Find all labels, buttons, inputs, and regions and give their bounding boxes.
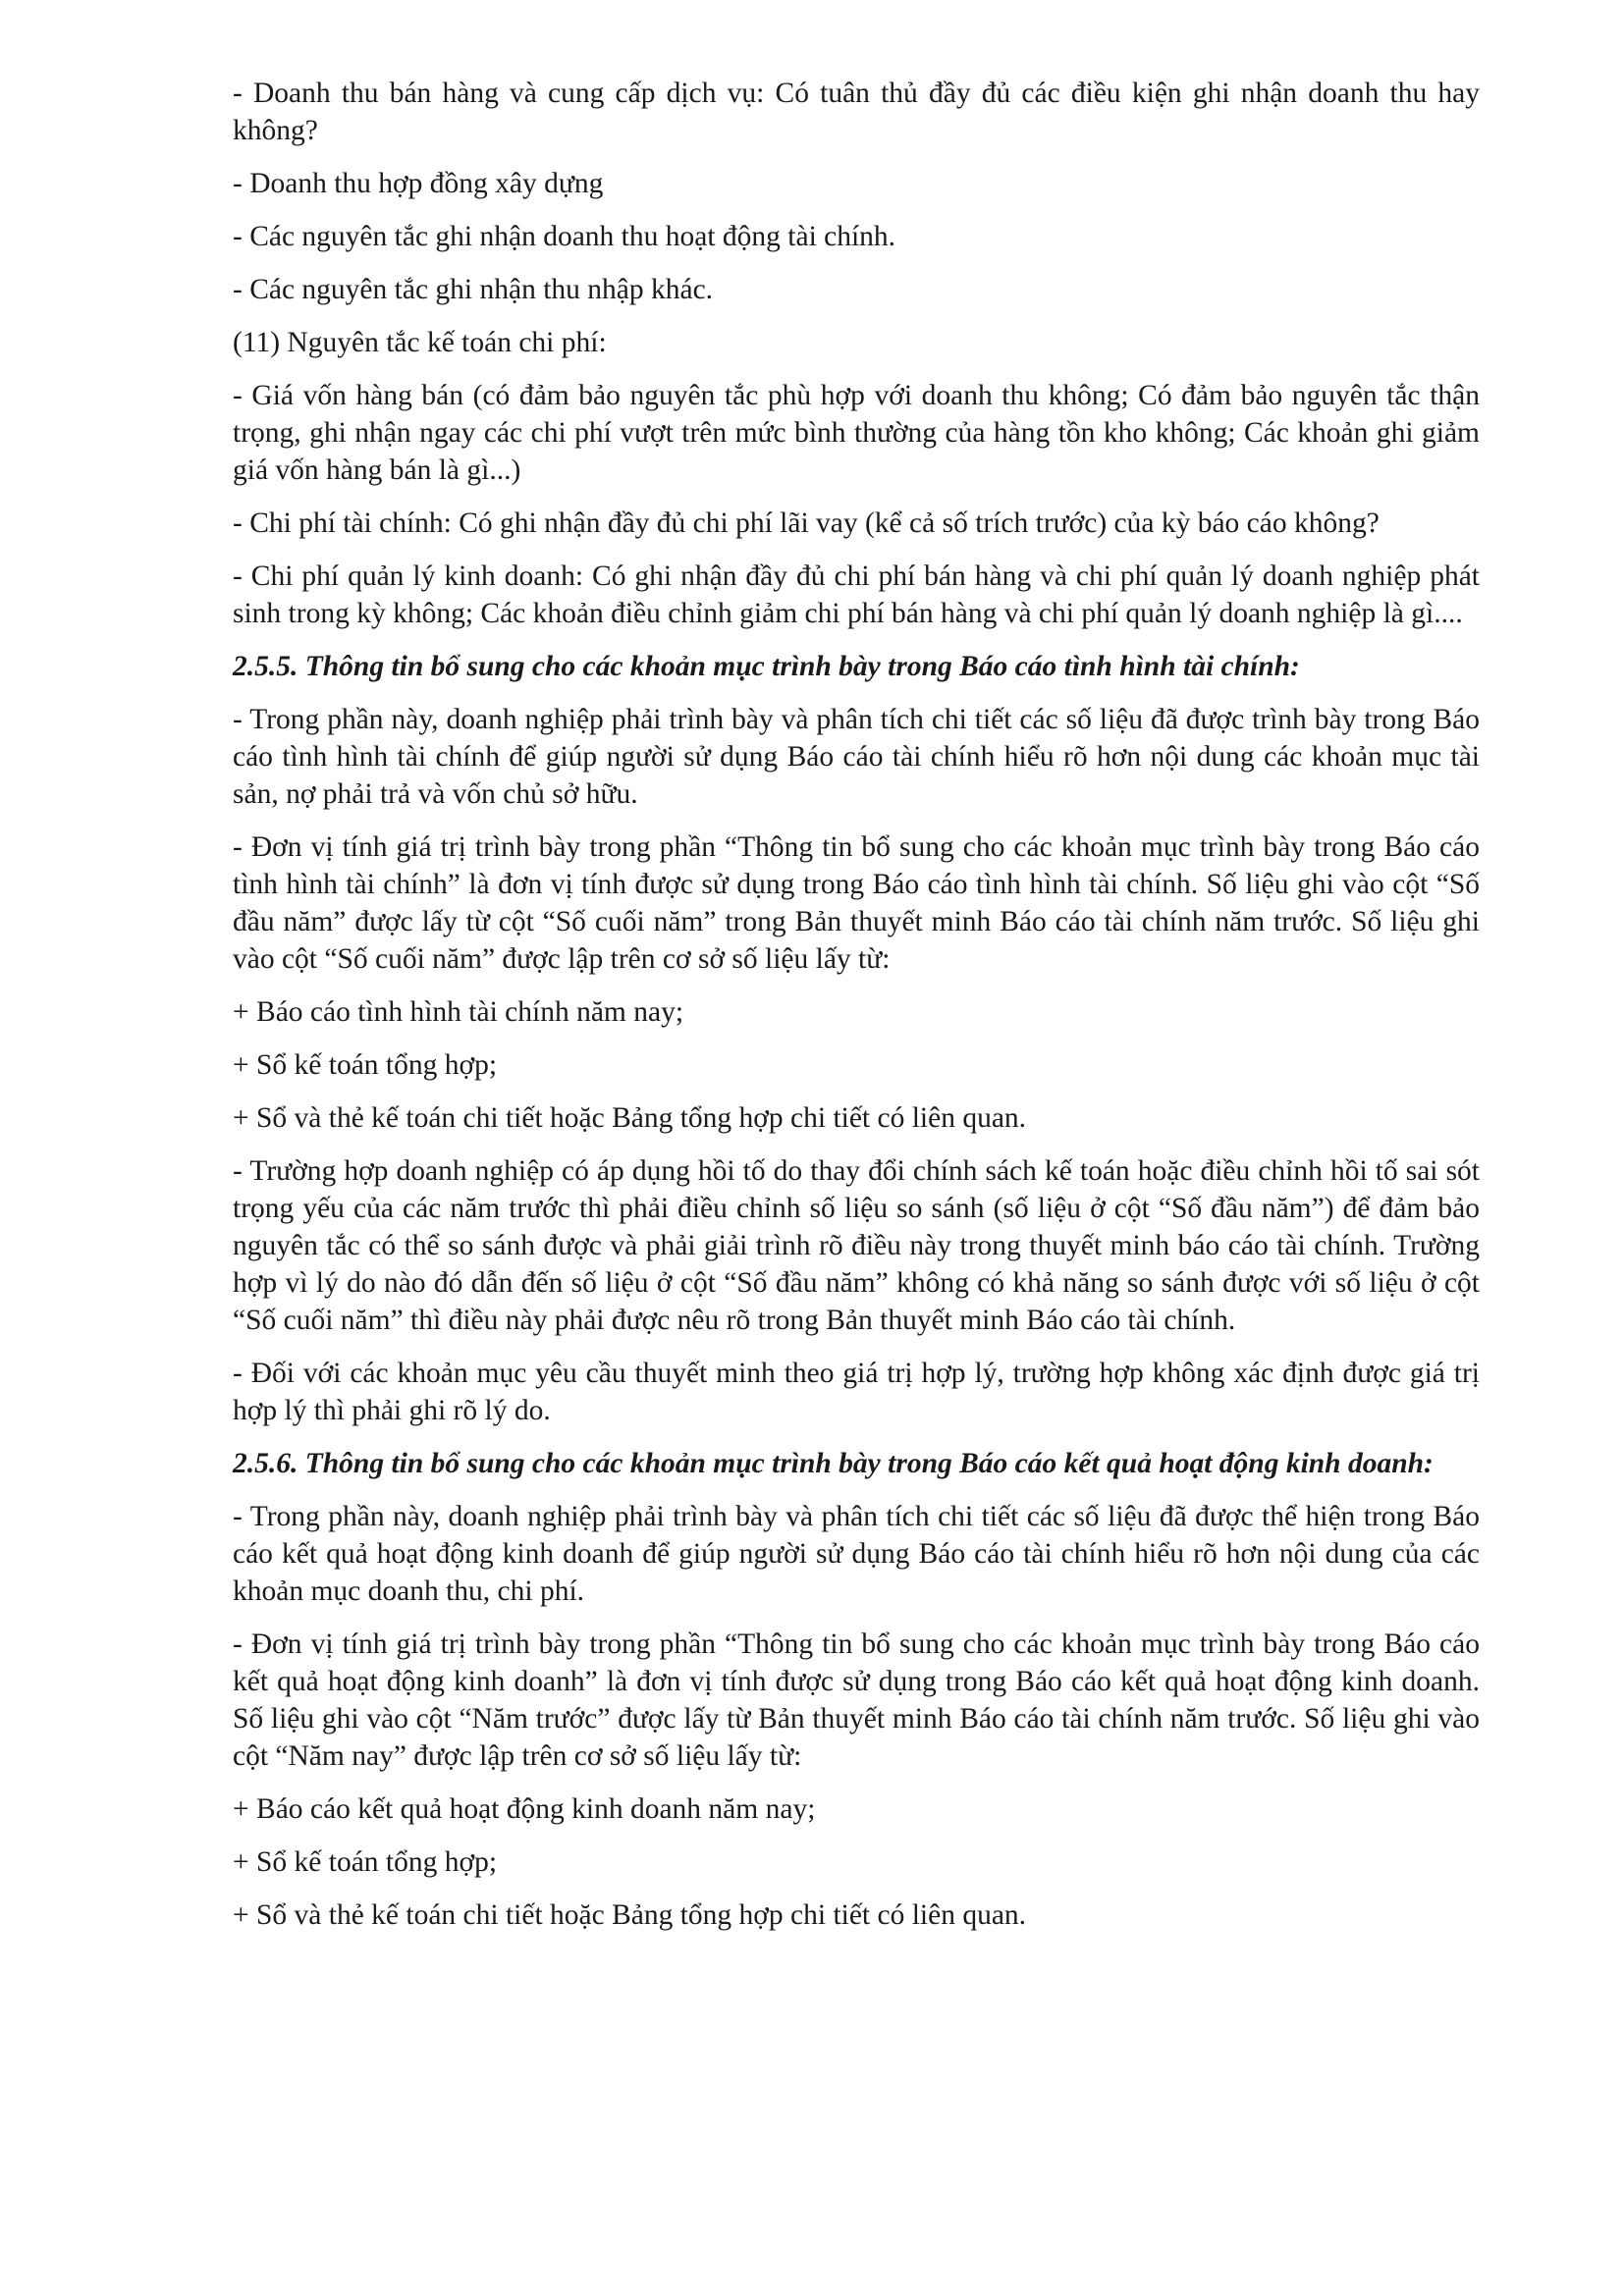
section-heading: 2.5.6. Thông tin bổ sung cho các khoản mục trình bày trong Báo cáo kết quả hoạt động kinh doanh:: [233, 1448, 1434, 1479]
paragraph: + Sổ và thẻ kế toán chi tiết hoặc Bảng tổng hợp chi tiết có liên quan.: [233, 1899, 1027, 1931]
paragraph: + Báo cáo kết quả hoạt động kinh doanh năm nay;: [233, 1793, 816, 1825]
paragraph: - Trường hợp doanh nghiệp có áp dụng hồi tố do thay đổi chính sách kế toán hoặc điều chỉnh hồi tố sai sót trọng yếu của các năm trước thì phải điều chỉnh số liệu so sánh (số liệu ở cột “Số đầu năm”) để đảm bảo nguyên tắc có thể so sánh được và phải giải trình rõ điều này trong thuyết minh báo cáo tài chính. Trường hợp vì lý do nào đó dẫn đến số liệu ở cột “Số đầu năm” không có khả năng so sánh được với số liệu ở cột “Số cuối năm” thì điều này phải được nêu rõ trong Bản thuyết minh Báo cáo tài chính.: [233, 1155, 1480, 1336]
paragraph: + Sổ kế toán tổng hợp;: [233, 1049, 498, 1081]
paragraph: - Doanh thu hợp đồng xây dựng: [233, 168, 604, 199]
paragraph: - Giá vốn hàng bán (có đảm bảo nguyên tắc phù hợp với doanh thu không; Có đảm bảo nguyên tắc thận trọng, ghi nhận ngay các chi phí vượt trên mức bình thường của hàng tồn kho không; Các khoản ghi giảm giá vốn hàng bán là gì...): [233, 380, 1480, 486]
paragraph: + Sổ kế toán tổng hợp;: [233, 1846, 498, 1878]
paragraph: - Đơn vị tính giá trị trình bày trong phần “Thông tin bổ sung cho các khoản mục trình bày trong Báo cáo kết quả hoạt động kinh doanh” là đơn vị tính được sử dụng trong Báo cáo kết quả hoạt động kinh doanh. Số liệu ghi vào cột “Năm trước” được lấy từ Bản thuyết minh Báo cáo tài chính năm trước. Số liệu ghi vào cột “Năm nay” được lập trên cơ sở số liệu lấy từ:: [233, 1629, 1480, 1772]
paragraph: - Đơn vị tính giá trị trình bày trong phần “Thông tin bổ sung cho các khoản mục trình bày trong Báo cáo tình hình tài chính” là đơn vị tính được sử dụng trong Báo cáo tình hình tài chính. Số liệu ghi vào cột “Số đầu năm” được lấy từ cột “Số cuối năm” trong Bản thuyết minh Báo cáo tài chính năm trước. Số liệu ghi vào cột “Số cuối năm” được lập trên cơ sở số liệu lấy từ:: [233, 831, 1480, 975]
paragraph: - Các nguyên tắc ghi nhận thu nhập khác.: [233, 274, 714, 305]
paragraph: - Trong phần này, doanh nghiệp phải trình bày và phân tích chi tiết các số liệu đã được thể hiện trong Báo cáo kết quả hoạt động kinh doanh để giúp người sử dụng Báo cáo tài chính hiểu rõ hơn nội dung của các khoản mục doanh thu, chi phí.: [233, 1501, 1480, 1607]
paragraph: - Đối với các khoản mục yêu cầu thuyết minh theo giá trị hợp lý, trường hợp không xác định được giá trị hợp lý thì phải ghi rõ lý do.: [233, 1358, 1480, 1426]
paragraph: - Các nguyên tắc ghi nhận doanh thu hoạt động tài chính.: [233, 221, 896, 252]
paragraph: - Doanh thu bán hàng và cung cấp dịch vụ: Có tuân thủ đầy đủ các điều kiện ghi nhận doanh thu hay không?: [233, 78, 1480, 146]
paragraph: (11) Nguyên tắc kế toán chi phí:: [233, 327, 607, 358]
paragraph: - Chi phí tài chính: Có ghi nhận đầy đủ chi phí lãi vay (kể cả số trích trước) của kỳ báo cáo không?: [233, 507, 1380, 539]
paragraph: + Báo cáo tình hình tài chính năm nay;: [233, 996, 684, 1028]
document-page: [233, 75, 1480, 1949]
paragraph: - Chi phí quản lý kinh doanh: Có ghi nhận đầy đủ chi phí bán hàng và chi phí quản lý doanh nghiệp phát sinh trong kỳ không; Các khoản điều chỉnh giảm chi phí bán hàng và chi phí quản lý doanh nghiệp là gì....: [233, 561, 1480, 629]
paragraph: + Sổ và thẻ kế toán chi tiết hoặc Bảng tổng hợp chi tiết có liên quan.: [233, 1102, 1027, 1134]
section-heading: 2.5.5. Thông tin bổ sung cho các khoản mục trình bày trong Báo cáo tình hình tài chính:: [233, 651, 1300, 682]
paragraph: - Trong phần này, doanh nghiệp phải trình bày và phân tích chi tiết các số liệu đã được trình bày trong Báo cáo tình hình tài chính để giúp người sử dụng Báo cáo tài chính hiểu rõ hơn nội dung các khoản mục tài sản, nợ phải trả và vốn chủ sở hữu.: [233, 704, 1480, 810]
